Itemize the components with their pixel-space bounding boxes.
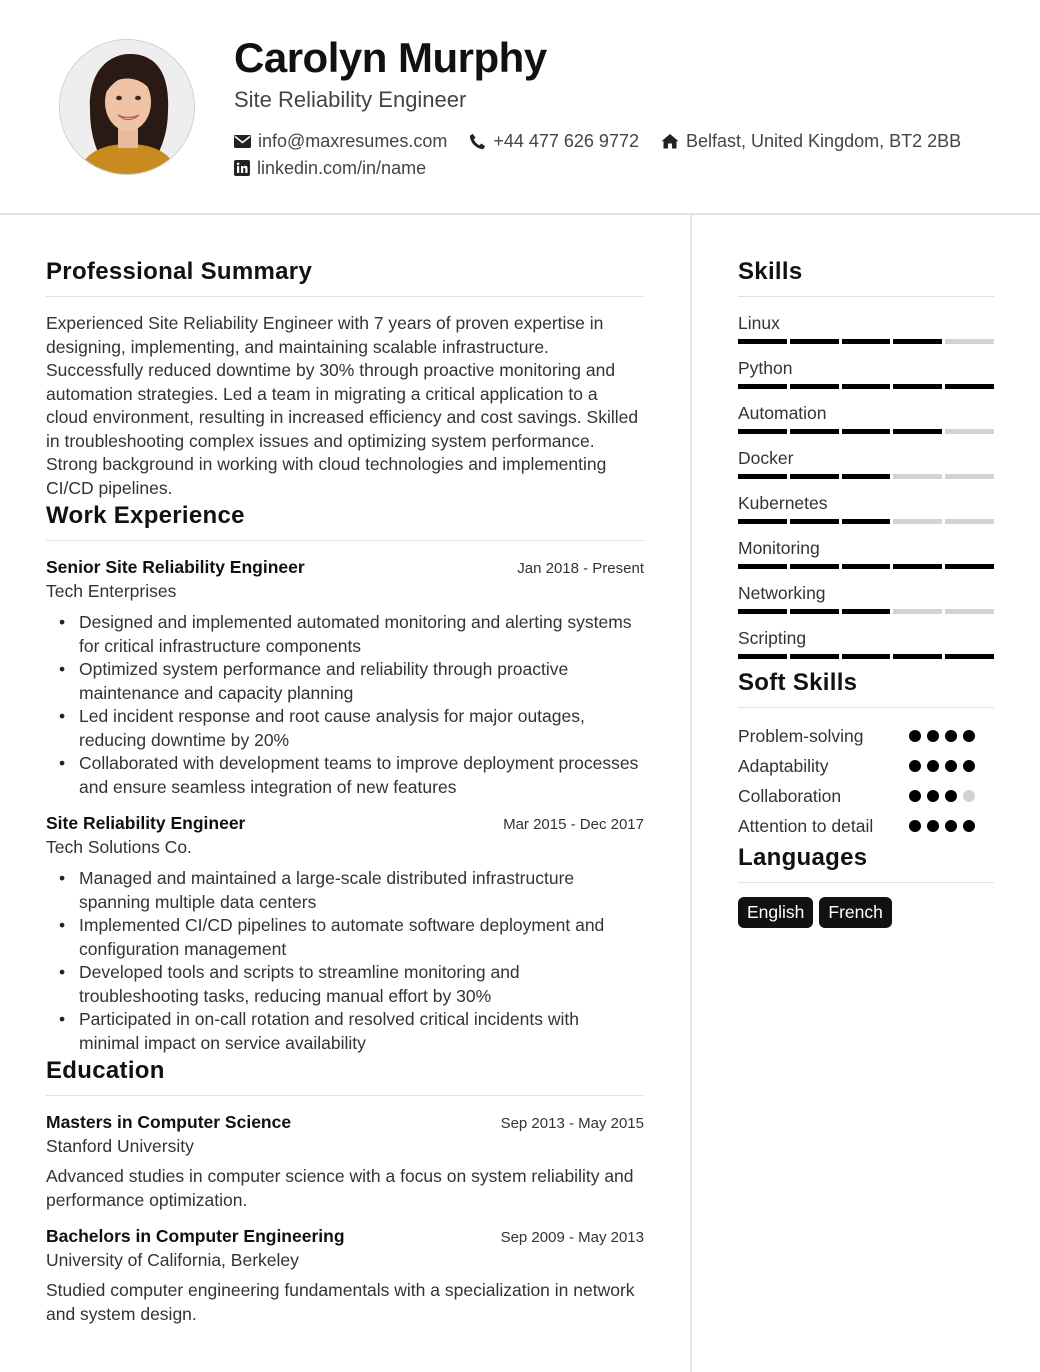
skill-level-segment (790, 564, 839, 569)
soft-skill-item (738, 784, 994, 808)
contact-phone[interactable] (469, 131, 639, 152)
list-item: • Led incident response and root cause analysis for major outages, reducing downtime by 20% (79, 705, 644, 752)
job-date: Jan 2018 - Present (517, 560, 644, 577)
skill-level-segment (738, 519, 787, 524)
skill-level-segment (945, 474, 994, 479)
rating-dot (927, 730, 939, 742)
rating-dot (909, 820, 921, 832)
list-item: • Collaborated with development teams to improve deployment processes and ensure seamless integration of new features (79, 752, 644, 799)
resume-header (0, 0, 1040, 215)
skill-level-segment (893, 384, 942, 389)
rating-dot (909, 790, 921, 802)
skill-level-segment (842, 474, 891, 479)
skill-name: Automation (738, 403, 827, 423)
skill-item (738, 493, 994, 524)
rating-dot (963, 790, 975, 802)
skill-name: Scripting (738, 628, 807, 648)
skill-level-segment (893, 564, 942, 569)
soft-skills-section (738, 669, 994, 838)
profile-photo (59, 39, 195, 175)
contact-email[interactable] (234, 131, 447, 152)
education-description: Advanced studies in computer science with a focus on system reliability and performance optimization. (46, 1166, 634, 1210)
list-item: • Participated in on-call rotation and resolved critical incidents with minimal impact on service availability (79, 1008, 644, 1055)
skill-level-bar (738, 474, 994, 479)
contact-linkedin[interactable] (234, 158, 426, 179)
soft-skill-rating (909, 760, 994, 772)
section-title: Work Experience (46, 502, 644, 541)
job-title: Site Reliability Engineer (46, 813, 246, 833)
rating-dot (945, 730, 957, 742)
skill-level-segment (842, 519, 891, 524)
skill-item (738, 403, 994, 434)
job-title: Senior Site Reliability Engineer (46, 557, 305, 577)
degree-title: Masters in Computer Science (46, 1112, 292, 1132)
skill-level-segment (893, 339, 942, 344)
professional-summary-section (46, 258, 644, 500)
soft-skill-rating (909, 820, 994, 832)
skill-level-segment (842, 564, 891, 569)
section-title: Languages (738, 844, 994, 883)
soft-skill-name: Collaboration (738, 786, 842, 806)
rating-dot (963, 730, 975, 742)
skill-level-segment (893, 609, 942, 614)
school-name: University of California, Berkeley (46, 1250, 299, 1270)
job-entry (46, 557, 644, 799)
skill-name: Docker (738, 448, 794, 468)
skill-item (738, 628, 994, 659)
language-tag: English (738, 897, 813, 928)
skill-name: Networking (738, 583, 826, 603)
section-title: Skills (738, 258, 994, 297)
section-title: Soft Skills (738, 669, 994, 708)
job-date: Mar 2015 - Dec 2017 (503, 816, 644, 833)
languages-section (738, 844, 994, 928)
skill-level-segment (945, 519, 994, 524)
section-title: Professional Summary (46, 258, 644, 297)
skill-level-bar (738, 429, 994, 434)
job-company: Tech Enterprises (46, 581, 177, 601)
skill-level-bar (738, 654, 994, 659)
rating-dot (963, 820, 975, 832)
section-title: Education (46, 1057, 644, 1096)
job-bullets (46, 611, 644, 799)
soft-skill-rating (909, 730, 994, 742)
rating-dot (945, 760, 957, 772)
skill-level-segment (893, 654, 942, 659)
skill-level-segment (842, 384, 891, 389)
skill-level-segment (893, 429, 942, 434)
skill-item (738, 448, 994, 479)
skill-name: Monitoring (738, 538, 820, 558)
rating-dot (945, 790, 957, 802)
skills-list (738, 313, 994, 659)
skill-level-bar (738, 384, 994, 389)
skill-level-segment (945, 654, 994, 659)
skill-level-segment (945, 384, 994, 389)
degree-title: Bachelors in Computer Engineering (46, 1226, 345, 1246)
skill-level-segment (790, 429, 839, 434)
rating-dot (945, 820, 957, 832)
soft-skill-name: Attention to detail (738, 816, 874, 836)
languages-list (738, 897, 994, 928)
job-bullets (46, 867, 644, 1055)
soft-skills-list (738, 724, 994, 838)
rating-dot (927, 760, 939, 772)
skill-level-segment (790, 339, 839, 344)
skill-level-segment (842, 429, 891, 434)
linkedin-text: linkedin.com/in/name (257, 157, 427, 178)
list-item: • Optimized system performance and reliability through proactive maintenance and capacity planning (79, 658, 644, 705)
rating-dot (909, 730, 921, 742)
home-icon (661, 133, 679, 149)
skill-level-segment (945, 564, 994, 569)
skill-level-bar (738, 519, 994, 524)
list-item: • Designed and implemented automated monitoring and alerting systems for critical infrastructure components (79, 611, 644, 658)
candidate-name: Carolyn Murphy (234, 34, 547, 81)
email-text: info@maxresumes.com (258, 130, 448, 151)
skill-level-segment (790, 609, 839, 614)
phone-icon (469, 133, 486, 150)
education-date: Sep 2009 - May 2013 (500, 1229, 644, 1246)
sidebar-column (738, 258, 994, 928)
skill-level-segment (790, 654, 839, 659)
phone-text: +44 477 626 9772 (493, 130, 639, 151)
skill-level-segment (945, 429, 994, 434)
education-date: Sep 2013 - May 2015 (500, 1115, 644, 1132)
education-description: Studied computer engineering fundamentals with a specialization in network and system design. (46, 1280, 635, 1324)
rating-dot (927, 790, 939, 802)
skill-name: Kubernetes (738, 493, 828, 513)
list-item: • Managed and maintained a large-scale distributed infrastructure spanning multiple data centers (79, 867, 644, 914)
skill-level-segment (842, 609, 891, 614)
skill-level-segment (790, 384, 839, 389)
summary-text: Experienced Site Reliability Engineer with 7 years of proven expertise in designing, implementing, and maintaining scalable infrastructure. Successfully reduced downtime by 30% through proactive monitoring and automation strategies. Led a team in migrating a critical application to a cloud environment, resulting in increased efficiency and cost savings. Skilled in troubleshooting complex issues and optimizing system performance. Strong background in working with cloud technologies and implementing CI/CD pipelines. (46, 313, 639, 498)
skill-level-segment (738, 609, 787, 614)
candidate-role: Site Reliability Engineer (234, 87, 467, 112)
soft-skill-rating (909, 790, 994, 802)
job-company: Tech Solutions Co. (46, 837, 192, 857)
list-item: • Implemented CI/CD pipelines to automate software deployment and configuration management (79, 914, 644, 961)
soft-skill-item (738, 814, 994, 838)
skill-level-segment (738, 564, 787, 569)
skill-level-segment (842, 339, 891, 344)
skill-level-segment (842, 654, 891, 659)
soft-skill-item (738, 724, 994, 748)
skill-level-segment (945, 609, 994, 614)
skill-item (738, 583, 994, 614)
education-entry (46, 1226, 644, 1326)
school-name: Stanford University (46, 1136, 194, 1156)
education-entry (46, 1112, 644, 1212)
skill-level-segment (738, 339, 787, 344)
linkedin-icon (234, 160, 250, 176)
envelope-icon (234, 135, 251, 148)
main-column (46, 258, 644, 1326)
skills-section (738, 258, 994, 659)
rating-dot (963, 760, 975, 772)
skill-level-segment (945, 339, 994, 344)
work-experience-section (46, 502, 644, 1055)
skill-level-segment (790, 519, 839, 524)
skill-item (738, 313, 994, 344)
list-item: • Developed tools and scripts to streamline monitoring and troubleshooting tasks, reducing manual effort by 30% (79, 961, 644, 1008)
skill-name: Linux (738, 313, 780, 333)
skill-item (738, 358, 994, 389)
column-divider (690, 215, 692, 1372)
address-text: Belfast, United Kingdom, BT2 2BB (685, 130, 962, 151)
skill-level-bar (738, 339, 994, 344)
skill-level-segment (738, 654, 787, 659)
soft-skill-item (738, 754, 994, 778)
skill-level-segment (738, 384, 787, 389)
contact-info (234, 130, 1014, 184)
skill-level-segment (893, 519, 942, 524)
skill-level-bar (738, 609, 994, 614)
contact-address (661, 131, 961, 152)
skill-level-segment (893, 474, 942, 479)
skill-item (738, 538, 994, 569)
education-section (46, 1057, 644, 1326)
rating-dot (909, 760, 921, 772)
job-entry (46, 813, 644, 1055)
skill-level-segment (738, 474, 787, 479)
soft-skill-name: Problem-solving (738, 726, 864, 746)
rating-dot (927, 820, 939, 832)
soft-skill-name: Adaptability (738, 756, 829, 776)
language-tag: French (819, 897, 891, 928)
skill-level-segment (790, 474, 839, 479)
skill-name: Python (738, 358, 793, 378)
skill-level-bar (738, 564, 994, 569)
skill-level-segment (738, 429, 787, 434)
